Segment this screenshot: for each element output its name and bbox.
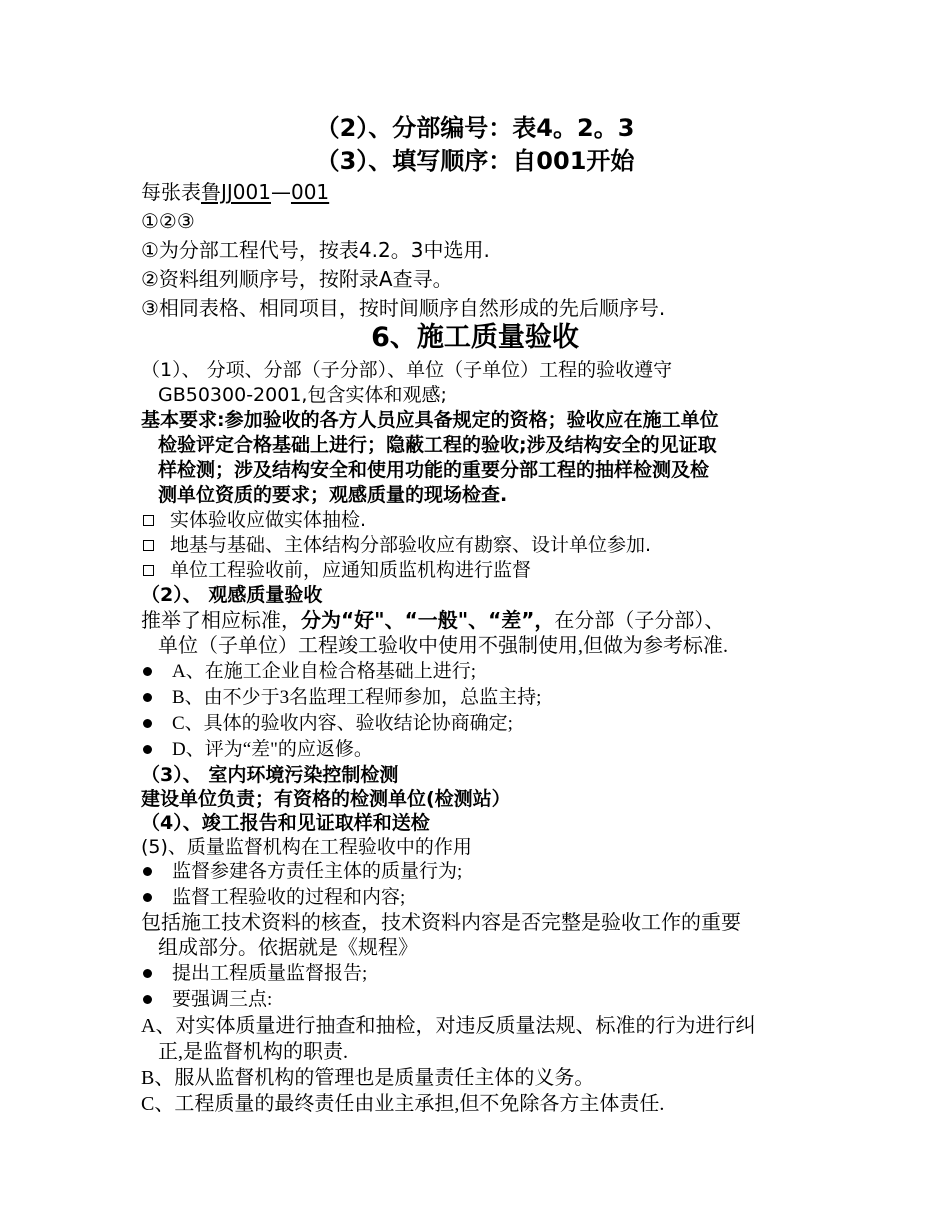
s5-bullet: 提出工程质量监督报告; (141, 963, 367, 985)
point-a-line-2: 正,是监督机构的职责. (158, 1041, 348, 1063)
check-item: 实体验收应做实体抽检. (141, 510, 366, 532)
bullet-icon (143, 745, 152, 754)
bullet-icon (143, 995, 152, 1004)
s2-body-line-2: 单位（子单位）工程竣工验收中使用不强制使用,但做为参考标准. (158, 635, 728, 657)
s2-bullet: A、在施工企业自检合格基础上进行; (141, 661, 476, 683)
s5-para-line-2: 组成部分。依据就是《规程》 (158, 937, 418, 959)
code-part-2: 001 (290, 180, 330, 204)
s2-bullet: C、具体的验收内容、验收结论协商确定; (141, 713, 513, 735)
code-dash: — (270, 180, 291, 204)
s4-title: （4）、竣工报告和见证取样和送检 (141, 812, 430, 834)
s3-title: （3）、 室内环境污染控制检测 (141, 764, 399, 786)
bullet-icon (143, 893, 152, 902)
s2-bullet: D、评为“差"的应返修。 (141, 739, 373, 761)
s2-title: （2）、 观感质量验收 (141, 584, 323, 606)
point-c: C、工程质量的最终责任由业主承担,但不免除各方主体责任. (141, 1093, 665, 1115)
bullet-icon (143, 719, 152, 728)
marker-line: ①②③ (141, 209, 195, 233)
basic-line-1: 基本要求:参加验收的各方人员应具备规定的资格；验收应在施工单位 (141, 409, 719, 431)
code-part-1: 鲁JJ001 (201, 180, 271, 204)
note-2: ②资料组列顺序号，按附录A查寻。 (141, 267, 453, 291)
s3-body: 建设单位负责；有资格的检测单位(检测站） (141, 788, 511, 810)
checkbox-icon (143, 565, 154, 576)
bullet-icon (143, 667, 152, 676)
note-3: ③相同表格、相同项目，按时间顺序自然形成的先后顺序号. (141, 296, 666, 320)
s2-body-line-1: 推举了相应标准，分为“好"、“一般"、“差”，在分部（子分部）、 (141, 608, 725, 632)
point-b: B、服从监督机构的管理也是质量责任主体的义务。 (141, 1067, 595, 1089)
heading-dept-number: （2）、分部编号：表4。2。3 (315, 114, 635, 142)
basic-line-4: 测单位资质的要求；观感质量的现场检查. (158, 484, 508, 506)
heading-fill-order: （3）、填写顺序：自001开始 (315, 147, 635, 175)
bullet-icon (143, 969, 152, 978)
basic-line-3: 样检测；涉及结构安全和使用功能的重要分部工程的抽样检测及检 (158, 459, 710, 481)
note-1: ①为分部工程代号，按表4.2。3中选用. (141, 238, 490, 262)
s5-bullet: 监督工程验收的过程和内容; (141, 887, 405, 909)
s1-line-1: （1）、 分项、分部（子分部）、单位（子单位）工程的验收遵守 (141, 359, 673, 381)
code-example-line (141, 181, 329, 204)
s5-title: (5)、质量监督机构在工程验收中的作用 (141, 836, 472, 858)
section-title: 6、施工质量验收 (371, 322, 579, 353)
check-item: 地基与基础、主体结构分部验收应有勘察、设计单位参加. (141, 535, 651, 557)
check-item: 单位工程验收前，应通知质监机构进行监督 (141, 560, 531, 582)
basic-line-2: 检验评定合格基础上进行；隐蔽工程的验收;涉及结构安全的见证取 (158, 434, 717, 456)
code-prefix: 每张表 (141, 180, 201, 204)
s1-line-2: GB50300-2001,包含实体和观感; (158, 384, 447, 406)
s5-para-line-1: 包括施工技术资料的核查，技术资料内容是否完整是验收工作的重要 (141, 912, 741, 934)
checkbox-icon (143, 515, 154, 526)
point-a-line-1: A、对实体质量进行抽查和抽检，对违反质量法规、标准的行为进行纠 (141, 1015, 756, 1037)
s5-bullet: 要强调三点: (141, 989, 272, 1011)
bullet-icon (143, 867, 152, 876)
s5-bullet: 监督参建各方责任主体的质量行为; (141, 861, 462, 883)
s2-bullet: B、由不少于3名监理工程师参加，总监主持; (141, 687, 541, 709)
checkbox-icon (143, 540, 154, 551)
bullet-icon (143, 693, 152, 702)
